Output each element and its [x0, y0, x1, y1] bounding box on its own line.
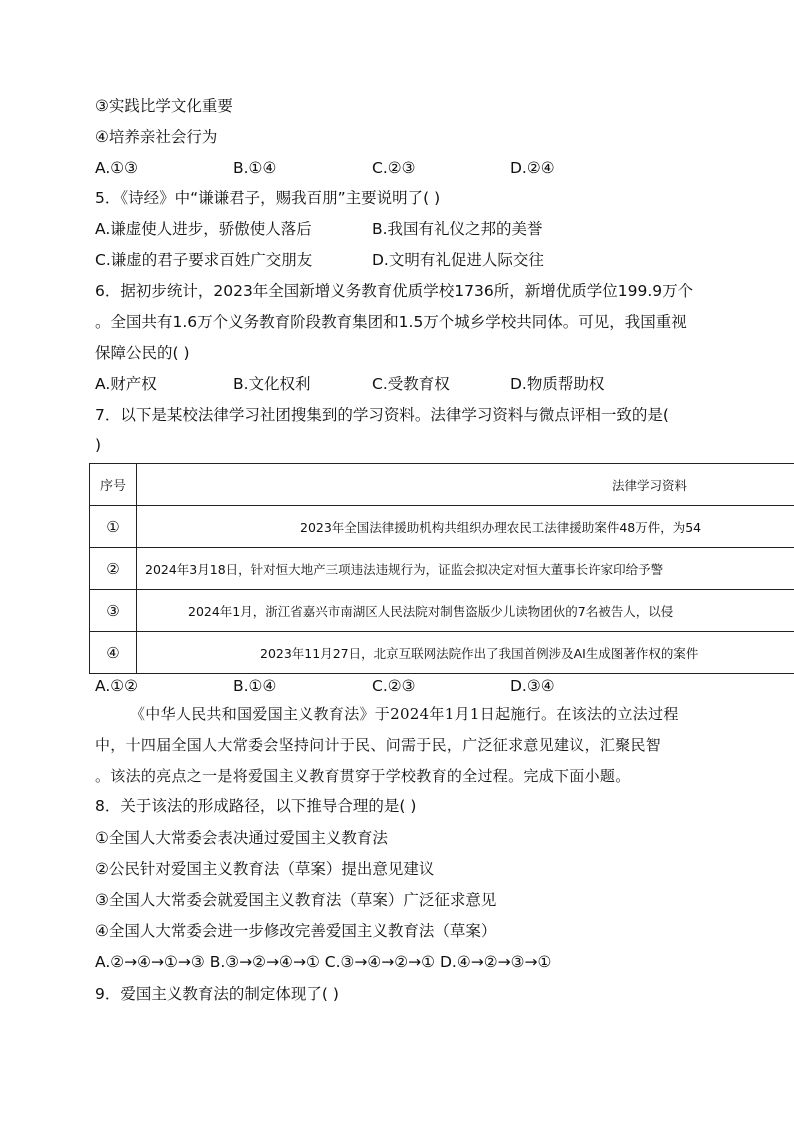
- passage-line-3: 。该法的亮点之一是将爱国主义教育贯穿于学校教育的全过程。完成下面小题。: [95, 767, 631, 785]
- table-row: [90, 548, 794, 590]
- table-row-num: ①: [90, 506, 137, 548]
- q5-option-b[interactable]: B.我国有礼仪之邦的美誉: [372, 220, 543, 238]
- q6-stem-line-2: 。全国共有1.6万个义务教育阶段教育集团和1.5万个城乡学校共同体。可见，我国重视: [95, 313, 687, 331]
- table-row-num: ②: [90, 548, 137, 590]
- q6-option-d[interactable]: D.物质帮助权: [510, 375, 605, 393]
- law-materials-table: [89, 463, 794, 674]
- q4-item-4: ④培养亲社会行为: [95, 128, 218, 146]
- table-row: [90, 506, 794, 548]
- q8-item-1: ①全国人大常委会表决通过爱国主义教育法: [95, 829, 388, 847]
- q8-options[interactable]: A.②→④→①→③ B.③→②→④→① C.③→④→②→① D.④→②→③→①: [95, 953, 552, 971]
- q7-option-b[interactable]: B.①④: [233, 677, 277, 695]
- q7-option-d[interactable]: D.③④: [510, 677, 555, 695]
- table-header-content: [137, 464, 794, 506]
- table-row-text: [137, 590, 794, 632]
- table-row-num: ④: [90, 632, 137, 674]
- q5-stem: 5．《诗经》中“谦谦君子，赐我百朋”主要说明了( ): [95, 189, 441, 207]
- q4-option-c[interactable]: C.②③: [372, 159, 416, 177]
- table-row-text: [137, 506, 794, 548]
- table-row-num: ③: [90, 590, 137, 632]
- q4-option-d[interactable]: D.②④: [510, 159, 555, 177]
- q7-option-c[interactable]: C.②③: [372, 677, 416, 695]
- q6-option-a[interactable]: A.财产权: [95, 375, 157, 393]
- table-header-num: 序号: [90, 464, 137, 506]
- table-row-text-value: 2023年11月27日，北京互联网法院作出了我国首例涉及AI生成图著作权的案件: [260, 645, 699, 661]
- table-header-row: [90, 464, 794, 506]
- passage-line-2: 中，十四届全国人大常委会坚持问计于民、问需于民，广泛征求意见建议，汇聚民智: [95, 736, 662, 754]
- q7-stem-line-2: ): [95, 436, 102, 454]
- q4-option-a[interactable]: A.①③: [95, 159, 139, 177]
- q9-stem: 9．爱国主义教育法的制定体现了( ): [95, 985, 339, 1003]
- q8-item-4: ④全国人大常委会进一步修改完善爱国主义教育法（草案）: [95, 922, 497, 940]
- q8-item-3: ③全国人大常委会就爱国主义教育法（草案）广泛征求意见: [95, 891, 497, 909]
- table-row-text: [137, 548, 794, 590]
- table-row-text-value: 2023年全国法律援助机构共组织办理农民工法律援助案件48万件，为54: [300, 519, 702, 535]
- q5-option-d[interactable]: D.文明有礼促进人际交往: [372, 251, 544, 269]
- q5-option-a[interactable]: A.谦虚使人进步，骄傲使人落后: [95, 220, 312, 238]
- q4-item-3: ③实践比学文化重要: [95, 97, 233, 115]
- table-row-text-value: 2024年1月，浙江省嘉兴市南湖区人民法院对制售盗版少儿读物团伙的7名被告人，以侵: [188, 603, 674, 619]
- q8-item-2: ②公民针对爱国主义教育法（草案）提出意见建议: [95, 860, 435, 878]
- q8-stem: 8．关于该法的形成路径，以下推导合理的是( ): [95, 797, 417, 815]
- q4-option-b[interactable]: B.①④: [233, 159, 277, 177]
- passage-line-1: 《中华人民共和国爱国主义教育法》于2024年1月1日起施行。在该法的立法过程: [130, 705, 679, 723]
- table-row-text-value: 2024年3月18日，针对恒大地产三项违法违规行为，证监会拟决定对恒大董事长许家印给予警: [145, 561, 664, 577]
- table-row: [90, 590, 794, 632]
- q6-stem-line-1: 6．据初步统计，2023年全国新增义务教育优质学校1736所，新增优质学位199.9万个: [95, 282, 694, 300]
- q7-option-a[interactable]: A.①②: [95, 677, 139, 695]
- q6-option-c[interactable]: C.受教育权: [372, 375, 450, 393]
- table-row: [90, 632, 794, 674]
- q5-option-c[interactable]: C.谦虚的君子要求百姓广交朋友: [95, 251, 313, 269]
- q6-option-b[interactable]: B.文化权利: [233, 375, 311, 393]
- q6-stem-line-3: 保障公民的( ): [95, 344, 190, 362]
- table-row-text: [137, 632, 794, 674]
- table-header-content-label: 法律学习资料: [612, 477, 688, 493]
- q7-stem-line-1: 7．以下是某校法律学习社团搜集到的学习资料。法律学习资料与微点评相一致的是(: [95, 406, 669, 424]
